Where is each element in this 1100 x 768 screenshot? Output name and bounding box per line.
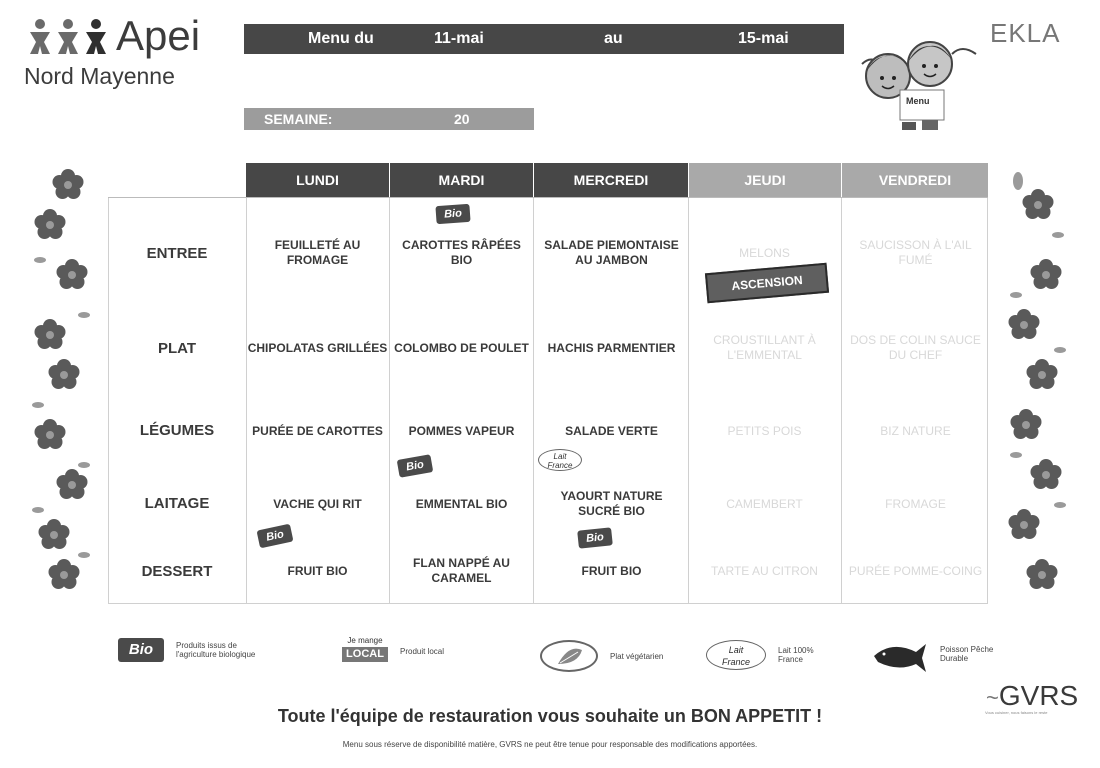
legend-local-text: Produit local: [400, 646, 445, 656]
row-label-dessert: DESSERT: [141, 563, 213, 580]
date-separator: au: [604, 30, 623, 47]
legend-veg-text: Plat végétarien: [610, 651, 664, 661]
row-label-legumes: LÉGUMES: [139, 422, 215, 439]
legend-vegetarian: [540, 640, 685, 672]
legend-lait-text: Lait 100% France: [778, 646, 814, 664]
menu-cell: FROMAGE: [885, 496, 946, 511]
brand-name: Apei: [116, 12, 201, 59]
flower-decoration-left-icon: [28, 165, 98, 605]
local-logo-box: LOCAL: [342, 647, 388, 662]
local-logo-icon: [342, 636, 388, 666]
row-label-plat: PLAT: [157, 340, 197, 357]
legend-bio: [118, 638, 266, 662]
date-to: 15-mai: [738, 30, 789, 47]
brand-subtitle: Nord Mayenne: [24, 63, 175, 89]
menu-cell: FRUIT BIO: [287, 563, 348, 578]
legend-bio-text: Produits issus de l'agriculture biologique: [176, 641, 256, 659]
grid-line: [108, 603, 988, 604]
ekla-logo: EKLA: [990, 18, 1061, 48]
lait-france-logo-icon: [706, 640, 766, 670]
grid-line: [688, 197, 689, 604]
menu-cell: BIZ NATURE: [880, 423, 951, 438]
menu-cell: FLAN NAPPÉ AU CARAMEL: [413, 556, 510, 585]
row-label-entree: ENTREE: [146, 245, 208, 262]
grid-line: [533, 197, 534, 604]
date-from: 11-mai: [434, 30, 484, 47]
menu-label: Menu du: [308, 30, 374, 47]
menu-cell: CHIPOLATAS GRILLÉES: [247, 340, 388, 355]
gvrs-tagline: Vous cuisiner, nous faisons le reste: [985, 710, 1048, 715]
day-header-mercredi: MERCREDI: [534, 163, 688, 197]
menu-cell: YAOURT NATURE SUCRÉ BIO: [560, 489, 663, 518]
menu-cell: DOS DE COLIN SAUCE DU CHEF: [850, 333, 981, 362]
menu-cell: FRUIT BIO: [581, 563, 642, 578]
legend-lait: [706, 640, 828, 670]
day-header-lundi: LUNDI: [246, 163, 389, 197]
kids-mascot-icon: [842, 24, 980, 142]
legend-fish-text: Poisson Pêche Durable: [940, 644, 994, 663]
mascot-label: Menu: [906, 96, 930, 106]
gvrs-text: GVRS: [998, 680, 1079, 711]
row-label-laitage: LAITAGE: [144, 495, 210, 512]
menu-cell: CAROTTES RÂPÉES BIO: [402, 238, 521, 267]
menu-cell: POMMES VAPEUR: [408, 423, 515, 438]
menu-cell: FEUILLETÉ AU FROMAGE: [274, 238, 361, 267]
grid-line: [108, 197, 988, 198]
bio-badge-icon: Bio: [577, 527, 613, 548]
menu-cell: SALADE PIEMONTAISE AU JAMBON: [544, 238, 679, 267]
grid-line: [841, 197, 842, 604]
week-number: 20: [454, 111, 470, 127]
menu-cell: VACHE QUI RIT: [273, 496, 362, 511]
menu-cell: CROUSTILLANT À L'EMMENTAL: [713, 333, 816, 362]
bon-appetit-message: Toute l'équipe de restauration vous souhaite un BON APPETIT !: [277, 706, 823, 726]
menu-cell: MELONS: [739, 245, 790, 260]
menu-cell: TARTE AU CITRON: [711, 563, 818, 578]
menu-cell: SALADE VERTE: [565, 423, 658, 438]
fish-icon: [872, 638, 928, 683]
menu-cell: CAMEMBERT: [726, 496, 803, 511]
menu-cell: EMMENTAL BIO: [415, 496, 508, 511]
menu-table: [108, 163, 988, 604]
gvrs-swirl-icon: ~: [986, 685, 999, 710]
lait-logo-line: France: [721, 657, 750, 667]
menu-cell: PETITS POIS: [727, 423, 802, 438]
week-banner: [244, 108, 534, 130]
bio-badge-icon: Bio: [257, 524, 294, 549]
lait-france-badge-icon: [538, 449, 582, 471]
grid-line: [987, 197, 988, 604]
disclaimer-text: Menu sous réserve de disponibilité matière, GVRS ne peut être tenue pour responsable des modifications apportées.: [342, 740, 758, 749]
week-label: SEMAINE:: [264, 111, 333, 127]
bio-badge-icon: Bio: [397, 454, 434, 478]
bio-badge-icon: Bio: [435, 204, 470, 224]
menu-cell: PURÉE DE CAROTTES: [252, 423, 383, 438]
menu-cell: SAUCISSON À L'AIL FUMÉ: [859, 238, 972, 267]
legend-local: [342, 636, 470, 666]
day-header-jeudi: JEUDI: [689, 163, 841, 197]
apei-logo: [24, 14, 234, 94]
menu-date-banner: [244, 24, 844, 54]
flower-decoration-right-icon: [1002, 165, 1072, 605]
menu-cell: COLOMBO DE POULET: [394, 340, 529, 355]
day-header-vendredi: VENDREDI: [842, 163, 988, 197]
vegetarian-leaf-icon: [540, 640, 598, 672]
menu-cell: HACHIS PARMENTIER: [547, 340, 676, 355]
lait-badge-line: France: [547, 461, 573, 470]
bio-logo-icon: Bio: [118, 638, 164, 662]
people-logo-icon: [30, 18, 114, 63]
lait-badge-line: Lait: [553, 452, 567, 461]
legend-fish: [872, 638, 1010, 683]
lait-logo-line: Lait: [728, 645, 744, 655]
local-logo-top: Je mange: [347, 636, 383, 645]
ascension-holiday-stamp: ASCENSION: [705, 263, 829, 304]
day-header-mardi: MARDI: [390, 163, 533, 197]
menu-cell: PURÉE POMME-COING: [848, 563, 983, 578]
